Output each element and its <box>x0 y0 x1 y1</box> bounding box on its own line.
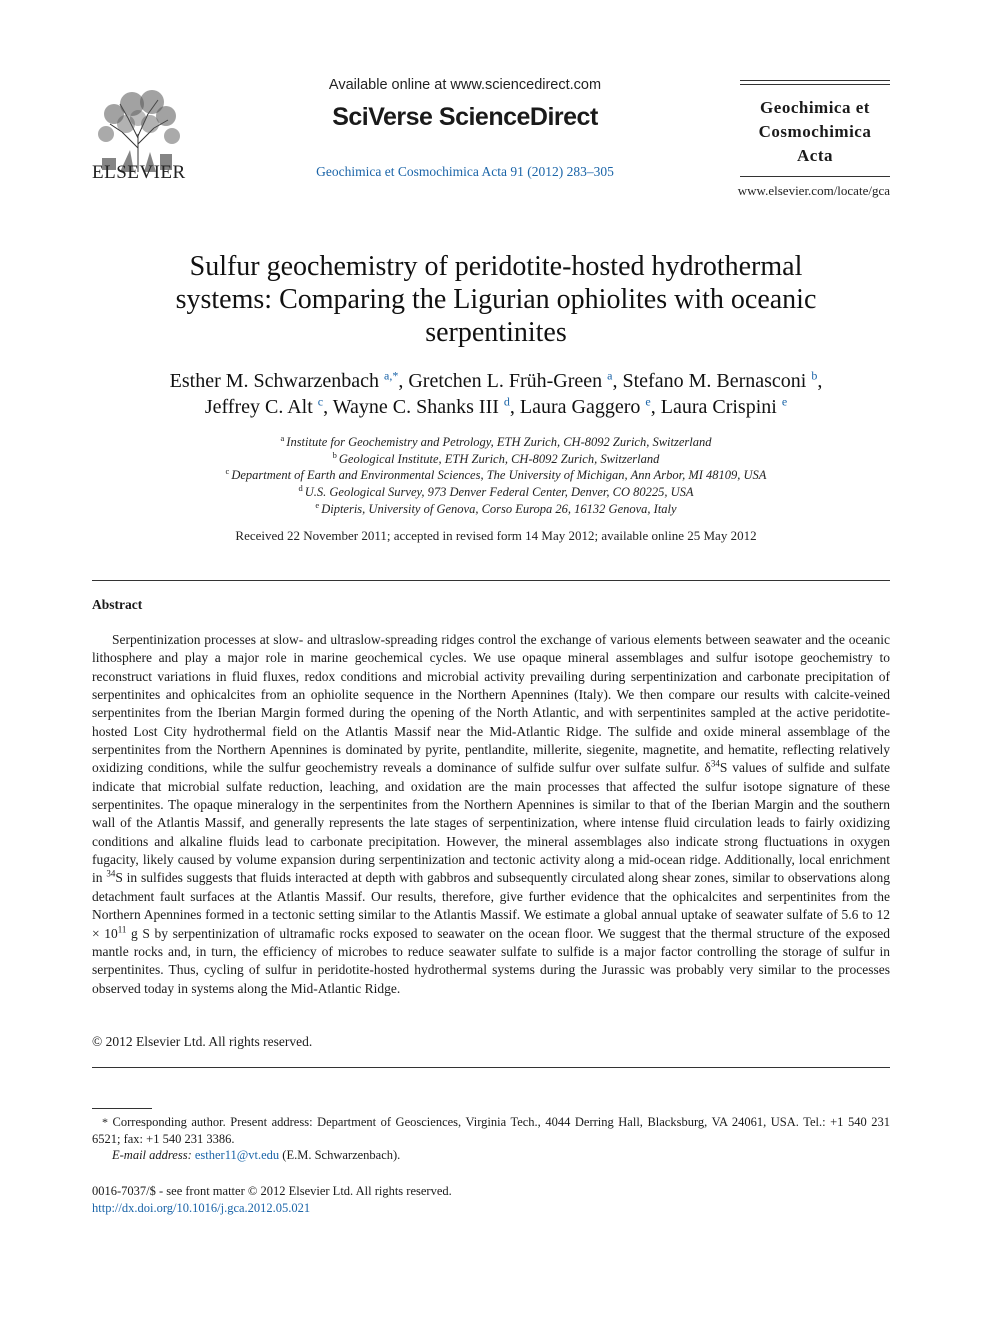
affiliation-key: b <box>332 449 337 460</box>
abstract-text: S values of sulfide and sulfate indicate that microbial sulfate reduction, leaching, and oxidation are the main processes that affected the sulfur isotope signature of these serpentinites. The opaque mineralogy in the serpentinites from the Northern Apennines is similar to that of the Iberian Margin and the southern wall of the Atlantis Massif, and generally represents the late stages of serpentinization, where intense fluid circulation leads to fairly oxidizing conditions and alkaline fluids lead to carbonate precipitation. However, the mineral assemblages also indicate strong fluctuations in oxygen fugacity, likely caused by volume expansion during serpentinization and tectonic activity along a mid-ocean ridge. Additionally, local enrichment in <box>92 760 890 886</box>
author-name: Esther M. Schwarzenbach <box>169 370 380 392</box>
article-title-line: systems: Comparing the Ligurian ophiolites with oceanic <box>175 284 817 315</box>
affiliation-key: c <box>225 466 230 477</box>
author-affiliation-marker[interactable]: b <box>811 368 818 383</box>
article-title <box>120 250 872 349</box>
affiliation-list <box>96 434 896 518</box>
author-separator: , <box>817 370 823 392</box>
abstract-text: S in sulfides suggests that fluids interacted at depth with gabbros and subsequently circulated along shear zones, similar to observations along detachment fault surfaces at the Atlantis Massif. Our results, therefore, give further evidence that the ophicalcites and serpentinites from the Northern Apennines formed in a tectonic setting similar to the Atlantis Massif. We estimate a global annual uptake of seawater sulfate of 5.6 to 12 × 10 <box>92 870 890 941</box>
author-affiliation-marker[interactable]: c <box>317 394 324 409</box>
author-affiliation-marker[interactable]: e <box>645 394 651 409</box>
journal-citation-link[interactable]: Geochimica et Cosmochimica Acta 91 (2012) 283–305 <box>316 164 614 179</box>
affiliation-key: d <box>298 482 303 493</box>
isotope-superscript: 34 <box>710 758 720 769</box>
email-owner: (E.M. Schwarzenbach). <box>282 1148 401 1162</box>
issn-line: 0016-7037/$ - see front matter © 2012 Elsevier Ltd. All rights reserved. <box>92 1184 452 1198</box>
abstract-bottom-rule <box>92 1067 890 1068</box>
article-title-line: Sulfur geochemistry of peridotite-hosted hydrothermal <box>189 251 803 282</box>
journal-title-line: Acta <box>797 146 833 165</box>
affiliation-key: a <box>280 432 285 443</box>
journal-title-top-rule <box>740 80 890 81</box>
author-name: Laura Crispini <box>660 396 777 418</box>
author-affiliation-marker[interactable]: d <box>503 394 510 409</box>
corresponding-author-footnote <box>92 1114 890 1148</box>
author-separator: , <box>323 396 333 418</box>
affiliation-item <box>96 501 896 518</box>
isotope-superscript: 34 <box>106 868 116 879</box>
author-name: Stefano M. Bernasconi <box>622 370 807 392</box>
email-label: E-mail address: <box>112 1148 192 1162</box>
affiliation-text: Dipteris, University of Genova, Corso Europa 26, 16132 Genova, Italy <box>321 501 677 516</box>
corresponding-author-marker: * <box>102 1115 108 1129</box>
author-separator: , <box>612 370 623 392</box>
available-online-text[interactable]: Available online at www.sciencedirect.com <box>328 77 602 93</box>
affiliation-text: U.S. Geological Survey, 973 Denver Federal Center, Denver, CO 80225, USA <box>304 485 694 500</box>
journal-title-bottom-rule <box>740 176 890 177</box>
author-name: Laura Gaggero <box>519 396 641 418</box>
author-line-1 <box>80 368 912 394</box>
journal-title <box>740 96 890 168</box>
author-affiliation-marker[interactable]: a <box>607 368 613 383</box>
corresponding-author-text: Corresponding author. Present address: Department of Geosciences, Virginia Tech., 4044 Derring Hall, Blacksburg, VA 24061, USA. Tel.: +1 540 231 6521; fax: +1 540 231 3386. <box>92 1115 890 1146</box>
journal-title-line: Geochimica et <box>760 98 870 117</box>
affiliation-item <box>96 484 896 501</box>
affiliation-key: e <box>315 499 320 510</box>
journal-title-line: Cosmochimica <box>758 122 872 141</box>
exponent-superscript: 11 <box>117 924 127 934</box>
author-name: Wayne C. Shanks III <box>332 396 499 418</box>
affiliation-item <box>96 434 896 451</box>
abstract-text: Serpentinization processes at slow- and ultraslow-spreading ridges control the exchange of various elements between seawater and the oceanic lithosphere and play a major role in marine geochemical cycles. We use opaque mineral assemblages and sulfur isotope geochemistry to reconstruct variations in fluid fluxes, redox conditions and microbial activity prevailing during serpentinization and carbonate precipitation of serpentinites and ophicalcites from an ophiolite sequence in the Northern Apennines (Italy). We then compare our results with calcite-veined serpentinites from the Iberian Margin formed during the opening of the North Atlantic, and with serpentinites sampled at the active peridotite-hosted Lost City hydrothermal field on the Atlantis Massif near the Mid-Atlantic Ridge. The sulfide and oxide mineral assemblage of the serpentinites from the Northern Apennines is dominated by pyrite, pentlandite, millerite, siegenite, magnetite, and hematite, reflecting relatively oxidizing conditions, while the sulfur geochemistry reveals a dominance of sulfide sulfur over sulfate sulfur. δ <box>92 632 890 776</box>
platform-brand: SciVerse ScienceDirect <box>332 103 598 131</box>
author-line-2 <box>80 394 912 420</box>
author-separator: , <box>509 396 520 418</box>
affiliation-text: Department of Earth and Environmental Sciences, The University of Michigan, Ann Arbor, MI 48109, USA <box>231 468 767 483</box>
author-name: Gretchen L. Früh-Green <box>408 370 603 392</box>
abstract-body <box>92 631 890 998</box>
affiliation-item <box>96 467 896 484</box>
journal-url[interactable]: www.elsevier.com/locate/gca <box>737 183 890 198</box>
article-title-line: serpentinites <box>425 317 567 348</box>
abstract-heading: Abstract <box>92 597 143 612</box>
journal-title-top-rule-2 <box>740 84 890 85</box>
copyright-notice: © 2012 Elsevier Ltd. All rights reserved. <box>92 1034 313 1049</box>
author-separator: , <box>650 396 661 418</box>
email-footnote <box>112 1148 400 1163</box>
abstract-top-rule <box>92 580 890 581</box>
author-affiliation-marker[interactable]: e <box>781 394 788 409</box>
email-link[interactable]: esther11@vt.edu <box>194 1148 280 1162</box>
author-name: Jeffrey C. Alt <box>204 396 313 418</box>
publisher-name: ELSEVIER <box>92 162 186 183</box>
abstract-text: g S by serpentinization of ultramafic rocks exposed to seawater on the ocean floor. We suggest that the thermal structure of the exposed mantle rocks and, in turn, the efficiency of microbes to reduce seawater sulfate to sulfide is a major factor controlling the storage of sulfur in serpentinites. Thus, cycling of sulfur in peridotite-hosted hydrothermal systems during the Jurassic was probably very similar to the processes observed today in systems along the Mid-Atlantic Ridge. <box>92 925 890 996</box>
author-list <box>80 368 912 420</box>
affiliation-text: Geological Institute, ETH Zurich, CH-8092 Zurich, Switzerland <box>338 451 660 466</box>
author-separator: , <box>398 370 409 392</box>
affiliation-item <box>96 451 896 468</box>
author-affiliation-marker[interactable]: a,* <box>384 368 399 383</box>
footnote-rule <box>92 1108 152 1109</box>
article-dates: Received 22 November 2011; accepted in revised form 14 May 2012; available online 25 May 2012 <box>235 528 757 543</box>
affiliation-text: Institute for Geochemistry and Petrology, ETH Zurich, CH-8092 Zurich, Switzerland <box>286 435 712 449</box>
doi-link[interactable]: http://dx.doi.org/10.1016/j.gca.2012.05.021 <box>92 1201 311 1215</box>
